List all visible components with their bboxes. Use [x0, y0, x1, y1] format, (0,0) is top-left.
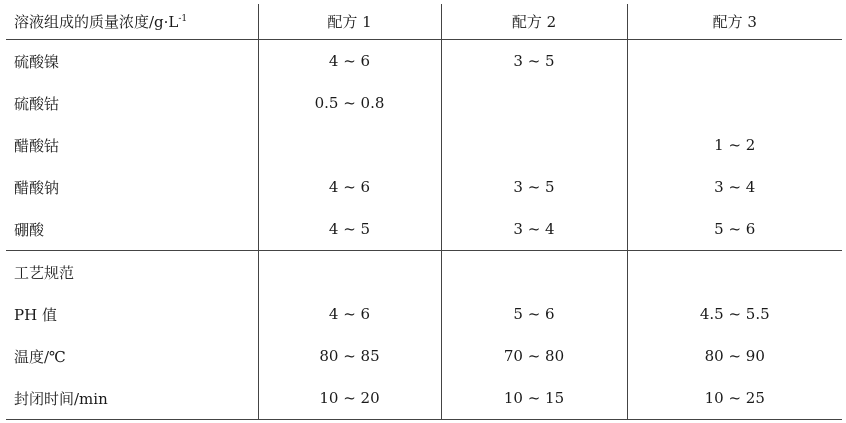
- table-row: [6, 208, 842, 251]
- cell-value: 3 ~ 5: [441, 166, 627, 208]
- header-formula-2: 配方 2: [441, 4, 627, 40]
- table-row: [6, 82, 842, 124]
- row-label: 醋酸钴: [14, 136, 60, 155]
- cell-value: 0.5 ~ 0.8: [258, 82, 441, 124]
- table-row: [6, 124, 842, 166]
- row-label: 硼酸: [14, 220, 45, 239]
- section-label: 工艺规范: [6, 251, 258, 294]
- cell-value: 4 ~ 5: [258, 208, 441, 251]
- row-label: 温度/℃: [14, 347, 66, 366]
- cell-value: 4 ~ 6: [258, 293, 441, 335]
- cell-value: 80 ~ 85: [258, 335, 441, 377]
- cell-value: [627, 82, 842, 124]
- cell-value: [441, 251, 627, 294]
- cell-value: [258, 251, 441, 294]
- table-header-row: [6, 4, 842, 40]
- cell-value: 1 ~ 2: [627, 124, 842, 166]
- header-label: 溶液组成的质量浓度$/g\cdot L^{-1}$: [6, 4, 258, 40]
- cell-value: [441, 82, 627, 124]
- row-label: 醋酸钠: [14, 178, 60, 197]
- row-label: 封闭时间/min: [6, 377, 258, 420]
- table-row: [6, 293, 842, 335]
- cell-value: [627, 251, 842, 294]
- cell-value: 4 ~ 6: [258, 40, 441, 83]
- cell-value: 10 ~ 25: [627, 377, 842, 420]
- cell-value: 80 ~ 90: [627, 335, 842, 377]
- cell-value: 70 ~ 80: [441, 335, 627, 377]
- cell-value: [627, 40, 842, 83]
- row-label: 硫酸镍: [14, 52, 60, 71]
- table-row: [6, 377, 842, 420]
- section-header-row: [6, 251, 842, 294]
- cell-value: 10 ~ 15: [441, 377, 627, 420]
- cell-value: 5 ~ 6: [441, 293, 627, 335]
- cell-value: 3 ~ 4: [441, 208, 627, 251]
- cell-value: 4.5 ~ 5.5: [627, 293, 842, 335]
- cell-value: 3 ~ 4: [627, 166, 842, 208]
- row-label: PH 值: [14, 305, 57, 324]
- cell-value: 10 ~ 20: [258, 377, 441, 420]
- row-label: 硫酸钴: [14, 94, 60, 113]
- header-formula-3: 配方 3: [627, 4, 842, 40]
- table-row: [6, 40, 842, 83]
- cell-value: 3 ~ 5: [441, 40, 627, 83]
- header-formula-1: 配方 1: [258, 4, 441, 40]
- header-label-superscript: -1: [178, 14, 188, 24]
- cell-value: [441, 124, 627, 166]
- cell-value: 4 ~ 6: [258, 166, 441, 208]
- cell-value: 5 ~ 6: [627, 208, 842, 251]
- recipe-table: [6, 4, 842, 420]
- table-row: [6, 166, 842, 208]
- cell-value: [258, 124, 441, 166]
- table-row: [6, 335, 842, 377]
